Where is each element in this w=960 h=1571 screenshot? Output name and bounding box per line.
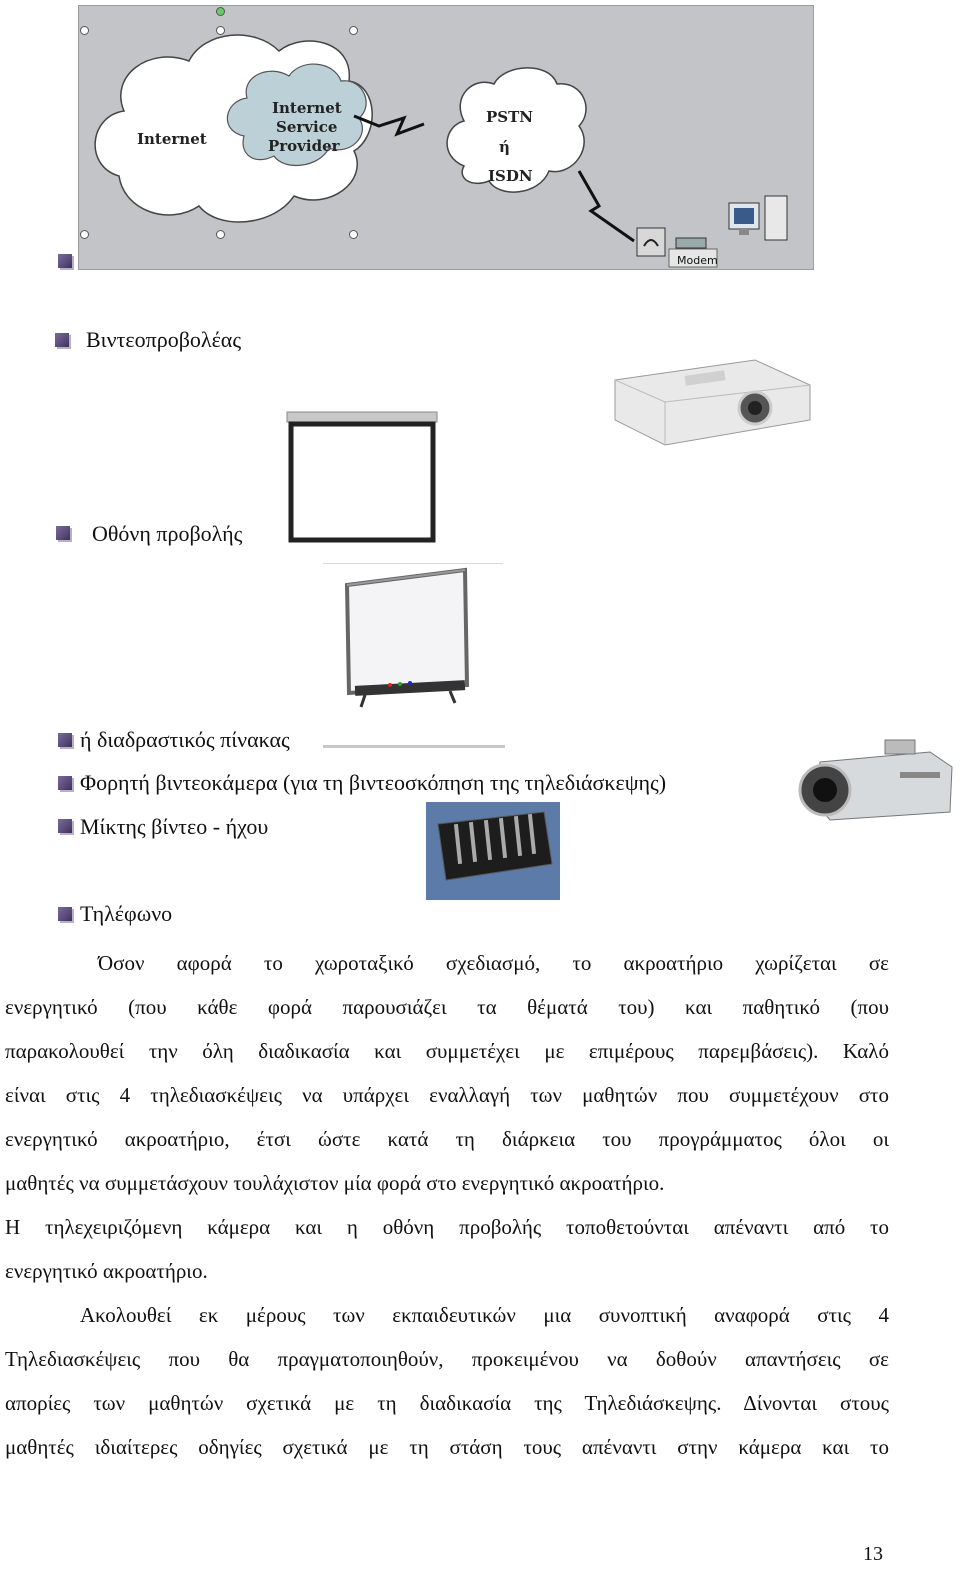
label-pstn-2: ή bbox=[499, 138, 510, 156]
label-internet: Internet bbox=[137, 130, 207, 148]
bullet-icon bbox=[58, 733, 72, 747]
phone-device bbox=[637, 228, 665, 256]
label-pstn-1: PSTN bbox=[486, 108, 533, 126]
bullet-icon bbox=[58, 254, 72, 268]
label-pstn-3: ISDN bbox=[488, 167, 533, 185]
divider bbox=[323, 745, 505, 748]
label-isp-2: Service bbox=[276, 118, 338, 136]
selection-handle[interactable] bbox=[349, 230, 358, 239]
selection-handle[interactable] bbox=[216, 26, 225, 35]
item-phone-label: Τηλέφωνο bbox=[80, 901, 173, 926]
computer-device bbox=[729, 196, 787, 240]
text-line: παρακολουθεί την όλη διαδικασία και συμμετέχει με επιμέρους παρεμβάσεις). Καλό bbox=[5, 1039, 889, 1063]
whiteboard-image bbox=[335, 565, 475, 710]
bullet-icon bbox=[56, 526, 70, 540]
selection-handle[interactable] bbox=[80, 26, 89, 35]
label-isp-3: Provider bbox=[268, 137, 340, 155]
item-camera-label: Φορητή βιντεοκάμερα (για τη βιντεοσκόπηση της τηλεδιάσκεψης) bbox=[80, 770, 667, 795]
text-line: μαθητές ιδιαίτερες οδηγίες σχετικά με τη στάση τους απέναντι στην κάμερα και το bbox=[5, 1435, 889, 1459]
mixer-image bbox=[426, 802, 560, 900]
projector-image bbox=[605, 340, 815, 455]
rotate-handle[interactable] bbox=[216, 7, 225, 16]
text-line: Τηλεδιασκέψεις που θα πραγματοποιηθούν, προκειμένου να δοθούν απαντήσεις σε bbox=[5, 1347, 889, 1371]
selection-handle[interactable] bbox=[80, 230, 89, 239]
divider bbox=[323, 563, 503, 564]
label-modem: Modem bbox=[677, 254, 718, 267]
text-line: είναι στις 4 τηλεδιασκέψεις να υπάρχει εναλλαγή των μαθητών που συμμετέχουν στο bbox=[5, 1083, 889, 1107]
network-diagram-svg bbox=[79, 6, 813, 269]
item-whiteboard-label: ή διαδραστικός πίνακας bbox=[80, 727, 290, 752]
selection-handle[interactable] bbox=[216, 230, 225, 239]
item-mixer-label: Μίκτης βίντεο - ήχου bbox=[80, 814, 269, 839]
projection-screen-image bbox=[285, 410, 440, 545]
item-screen-label: Οθόνη προβολής bbox=[92, 521, 243, 546]
text-line: Όσον αφορά το χωροταξικό σχεδιασμό, το ακροατήριο χωρίζεται σε bbox=[98, 951, 889, 975]
network-diagram bbox=[78, 5, 814, 270]
bullet-icon bbox=[58, 907, 72, 921]
bullet-icon bbox=[58, 776, 72, 790]
text-line: ενεργητικό ακροατήριο, έτσι ώστε κατά τη διάρκεια του προγράμματος όλοι οι bbox=[5, 1127, 889, 1151]
text-line: Ακολουθεί εκ μέρους των εκπαιδευτικών μια συνοπτική αναφορά στις 4 bbox=[80, 1303, 889, 1327]
text-line: Η τηλεχειριζόμενη κάμερα και η οθόνη προβολής τοποθετούνται απέναντι από το bbox=[5, 1215, 889, 1239]
text-line: ενεργητικό ακροατήριο. bbox=[5, 1259, 208, 1283]
page-number: 13 bbox=[863, 1543, 883, 1565]
text-line: απορίες των μαθητών σχετικά με τη διαδικασία της Τηλεδιάσκεψης. Δίνονται στους bbox=[5, 1391, 889, 1415]
bullet-icon bbox=[55, 333, 69, 347]
text-line: μαθητές να συμμετάσχουν τουλάχιστον μία φορά στο ενεργητικό ακροατήριο. bbox=[5, 1171, 665, 1195]
label-isp-1: Internet bbox=[272, 99, 342, 117]
pstn-modem-link bbox=[579, 171, 634, 241]
text-line: ενεργητικό (που κάθε φορά παρουσιάζει τα θέματά του) και παθητικό (που bbox=[5, 995, 889, 1019]
selection-handle[interactable] bbox=[349, 26, 358, 35]
item-projector-label: Βιντεοπροβολέας bbox=[86, 327, 242, 352]
paragraph-layout bbox=[5, 941, 889, 1469]
camcorder-image bbox=[790, 732, 955, 832]
bullet-icon bbox=[58, 819, 72, 833]
